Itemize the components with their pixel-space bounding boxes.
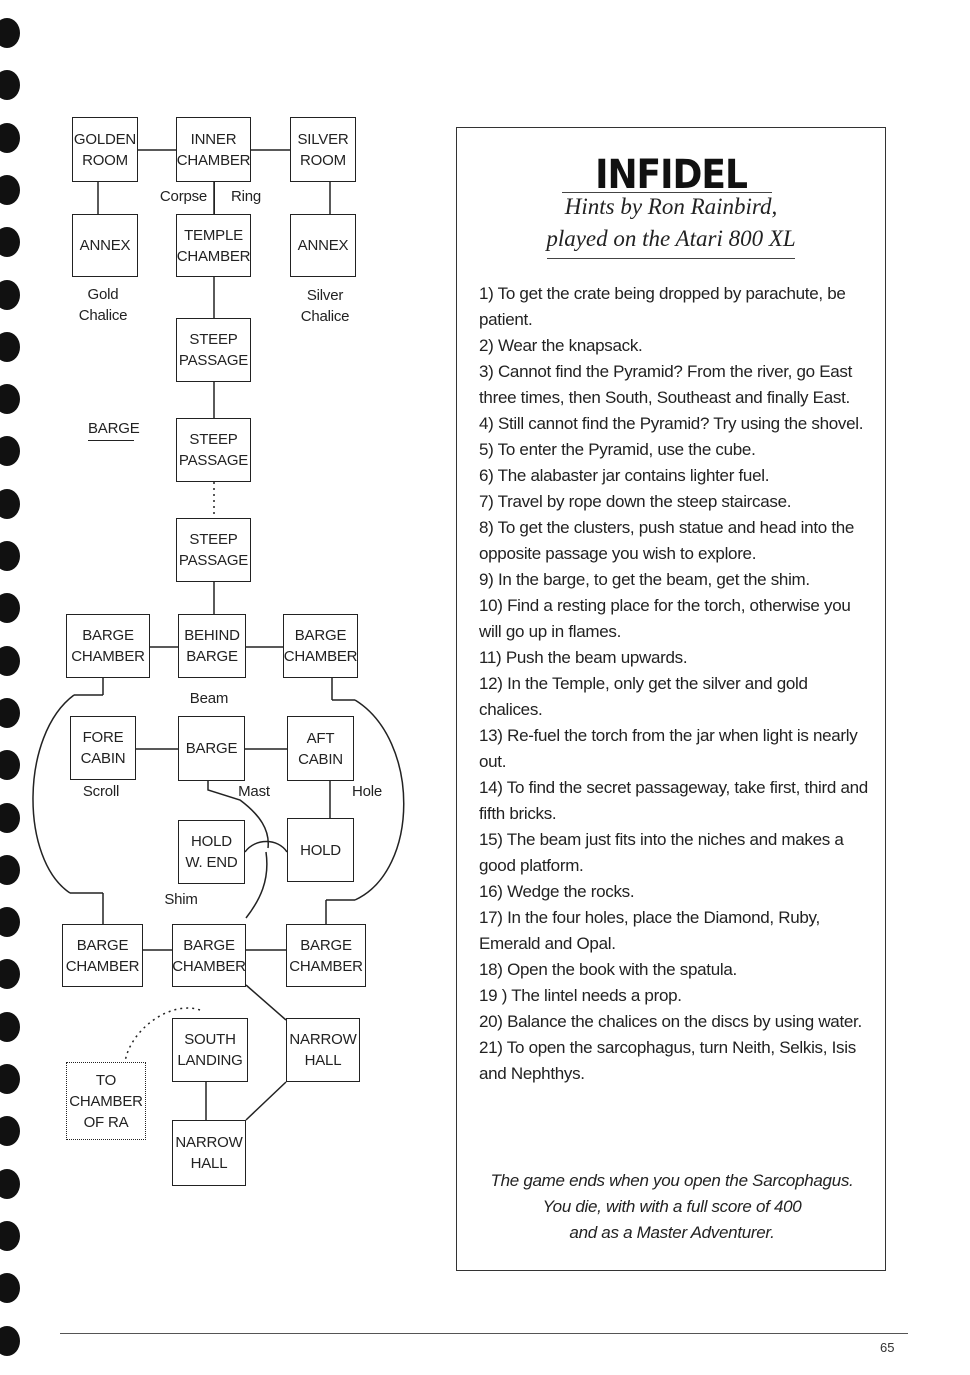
hints-panel xyxy=(456,127,886,1271)
label-shim: Shim xyxy=(164,891,198,908)
hint-item: 2) Wear the knapsack. xyxy=(479,336,643,355)
label-barge-marker: BARGE xyxy=(88,418,134,441)
room-annex-right: ANNEX xyxy=(290,214,356,277)
room-temple-chamber: TEMPLE CHAMBER xyxy=(176,214,251,277)
connector-curve xyxy=(33,695,74,893)
connector xyxy=(246,1082,286,1120)
hint-item: 11) Push the beam upwards. xyxy=(479,648,688,667)
room-barge-chamber-center: BARGE CHAMBER xyxy=(172,924,246,987)
hint-item: 15) The beam just fits into the niches and makes a good platform. xyxy=(479,830,844,875)
connector xyxy=(214,182,215,214)
byline-rule xyxy=(547,258,795,259)
byline-platform: played on the Atari 800 XL xyxy=(546,226,796,251)
label-corpse: Corpse xyxy=(159,188,208,205)
panel-title: INFIDEL xyxy=(595,152,747,198)
connector-curve xyxy=(246,852,267,918)
connector xyxy=(246,985,286,1020)
room-silver-room: SILVER ROOM xyxy=(290,117,356,182)
hint-item: 10) Find a resting place for the torch, otherwise you will go up in flames. xyxy=(479,596,851,641)
hint-item: 19 ) The lintel needs a prop. xyxy=(479,986,682,1005)
title-rule xyxy=(562,192,772,193)
label-mast: Mast xyxy=(238,783,270,800)
infidel-map xyxy=(0,0,440,1240)
room-barge: BARGE xyxy=(178,716,245,781)
hint-item: 6) The alabaster jar contains lighter fuel. xyxy=(479,466,770,485)
footer-rule xyxy=(60,1333,908,1334)
hint-item: 18) Open the book with the spatula. xyxy=(479,960,737,979)
binding-hole xyxy=(0,1326,20,1356)
label-silver-chalice: Silver Chalice xyxy=(300,287,350,325)
hint-item: 14) To find the secret passageway, take first, third and fifth bricks. xyxy=(479,778,868,823)
label-scroll: Scroll xyxy=(82,783,120,800)
hint-item: 16) Wedge the rocks. xyxy=(479,882,635,901)
room-barge-chamber-right-2: BARGE CHAMBER xyxy=(286,924,366,987)
label-beam: Beam xyxy=(189,690,229,707)
room-south-landing: SOUTH LANDING xyxy=(172,1018,248,1082)
hint-item: 20) Balance the chalices on the discs by using water. xyxy=(479,1012,862,1031)
room-annex-left: ANNEX xyxy=(72,214,138,277)
hint-item: 17) In the four holes, place the Diamond, Ruby, Emerald and Opal. xyxy=(479,908,820,953)
room-fore-cabin: FORE CABIN xyxy=(70,716,136,780)
room-steep-passage-1: STEEP PASSAGE xyxy=(176,318,251,382)
hint-item: 1) To get the crate being dropped by parachute, be patient. xyxy=(479,284,846,329)
hints-list xyxy=(479,281,871,1087)
hint-item: 8) To get the clusters, push statue and head into the opposite passage you wish to explore. xyxy=(479,518,855,563)
room-barge-chamber-left-1: BARGE CHAMBER xyxy=(66,614,150,678)
page-number: 65 xyxy=(880,1340,895,1355)
hint-item: 9) In the barge, to get the beam, get the shim. xyxy=(479,570,810,589)
hint-item: 5) To enter the Pyramid, use the cube. xyxy=(479,440,756,459)
room-behind-barge: BEHIND BARGE xyxy=(178,614,246,678)
hint-item: 7) Travel by rope down the steep staircase. xyxy=(479,492,792,511)
closing-line: and as a Master Adventurer. xyxy=(569,1223,775,1242)
room-inner-chamber: INNER CHAMBER xyxy=(176,117,251,182)
closing-note xyxy=(467,1168,877,1246)
room-barge-chamber-left-2: BARGE CHAMBER xyxy=(62,924,143,987)
room-steep-passage-3: STEEP PASSAGE xyxy=(176,518,251,582)
room-golden-room: GOLDEN ROOM xyxy=(72,117,138,182)
closing-line: The game ends when you open the Sarcophagus. xyxy=(490,1171,854,1190)
room-hold: HOLD xyxy=(287,818,354,882)
byline-author: Hints by Ron Rainbird, xyxy=(564,194,778,219)
hint-item: 12) In the Temple, only get the silver and gold chalices. xyxy=(479,674,808,719)
binding-hole xyxy=(0,1273,20,1303)
room-hold-w-end: HOLD W. END xyxy=(178,820,245,884)
room-narrow-hall-right: NARROW HALL xyxy=(286,1018,360,1082)
hint-item: 13) Re-fuel the torch from the jar when light is nearly out. xyxy=(479,726,858,771)
label-ring: Ring xyxy=(230,188,262,205)
hint-item: 21) To open the sarcophagus, turn Neith, Selkis, Isis and Nephthys. xyxy=(479,1038,856,1083)
room-steep-passage-2: STEEP PASSAGE xyxy=(176,418,251,482)
hint-item: 3) Cannot find the Pyramid? From the river, go East three times, then South, Southeast and finally East. xyxy=(479,362,853,407)
room-aft-cabin: AFT CABIN xyxy=(287,716,354,781)
room-barge-chamber-right-1: BARGE CHAMBER xyxy=(283,614,358,678)
connector-curve xyxy=(245,842,287,853)
closing-line: You die, with with a full score of 400 xyxy=(542,1197,802,1216)
room-narrow-hall-bottom: NARROW HALL xyxy=(172,1120,246,1186)
hint-item: 4) Still cannot find the Pyramid? Try using the shovel. xyxy=(479,414,864,433)
label-gold-chalice: Gold Chalice xyxy=(78,286,128,324)
room-chamber-of-ra: TO CHAMBER OF RA xyxy=(66,1062,146,1140)
label-hole: Hole xyxy=(351,783,383,800)
